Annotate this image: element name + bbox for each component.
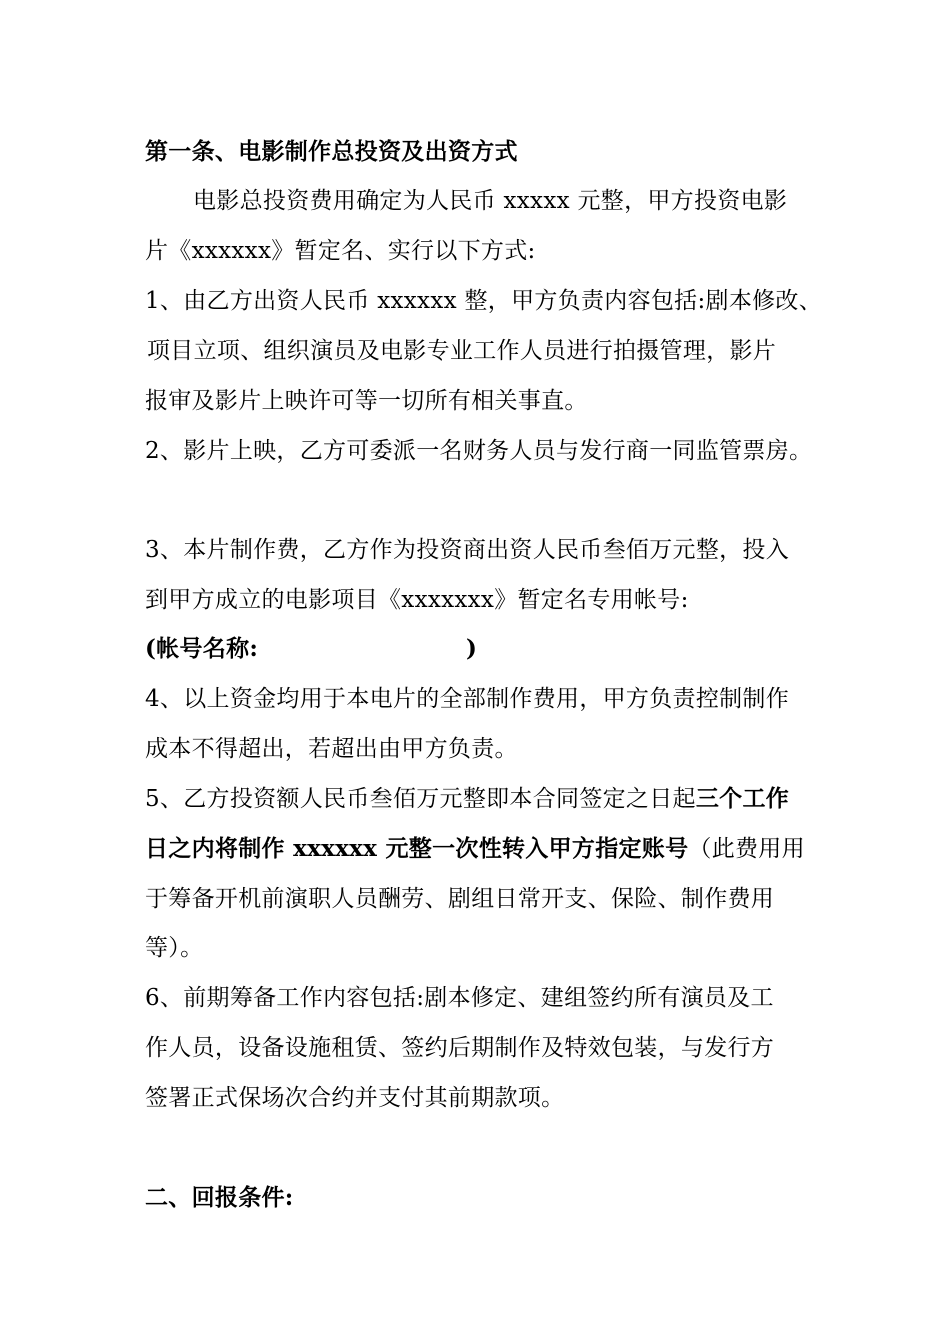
item-5-line-2 <box>145 834 805 864</box>
section-heading-returns: 二、回报条件: <box>145 1184 294 1211</box>
item-5-line-2-bold: 日之内将制作 xxxxxx 元整一次性转入甲方指定账号 <box>145 835 689 862</box>
item-3-line-2: 到甲方成立的电影项目《xxxxxxx》暂定名专用帐号: <box>145 587 689 613</box>
item-5-line-1-normal: 5、乙方投资额人民币叁佰万元整即本合同签定之日起 <box>145 786 696 812</box>
item-5-line-2-normal: （此费用用 <box>688 836 805 862</box>
item-6-line-2: 作人员，设备设施租赁、签约后期制作及特效包装，与发行方 <box>145 1035 775 1061</box>
section-heading-investment: 第一条、电影制作总投资及出资方式 <box>145 138 518 165</box>
item-6-line-1: 6、前期筹备工作内容包括:剧本修定、建组签约所有演员及工 <box>145 985 774 1011</box>
item-5-line-3: 于筹备开机前演职人员酬劳、剧组日常开支、保险、制作费用 <box>145 886 775 912</box>
item-3-line-1: 3、本片制作费，乙方作为投资商出资人民币叁佰万元整，投入 <box>145 537 790 563</box>
item-4-line-1: 4、以上资金均用于本电片的全部制作费用，甲方负责控制制作 <box>145 686 790 712</box>
item-5-line-1-bold: 三个工作 <box>695 785 790 812</box>
intro-paragraph-line-1: 电影总投资费用确定为人民币 xxxxx 元整，甲方投资电影 <box>193 188 788 214</box>
intro-paragraph-line-2: 片《xxxxxx》暂定名、实行以下方式: <box>145 238 536 264</box>
item-5-line-1 <box>145 784 789 814</box>
item-1-line-2: 项目立项、组织演员及电影专业工作人员进行拍摄管理，影片 <box>147 338 777 364</box>
item-2-line-1: 2、影片上映，乙方可委派一名财务人员与发行商一同监管票房。 <box>145 438 813 464</box>
item-5-line-4: 等）。 <box>145 935 204 961</box>
item-6-line-3: 签署正式保场次合约并支付其前期款项。 <box>145 1085 565 1111</box>
account-name-close-paren: ) <box>466 635 478 662</box>
item-1-line-3: 报审及影片上映许可等一切所有相关事直。 <box>145 388 588 414</box>
account-name-label: (帐号名称: <box>145 635 259 662</box>
item-4-line-2: 成本不得超出，若超出由甲方负责。 <box>145 736 518 762</box>
item-1-line-1: 1、由乙方出资人民币 xxxxxx 整，甲方负责内容包括:剧本修改、 <box>145 288 823 314</box>
